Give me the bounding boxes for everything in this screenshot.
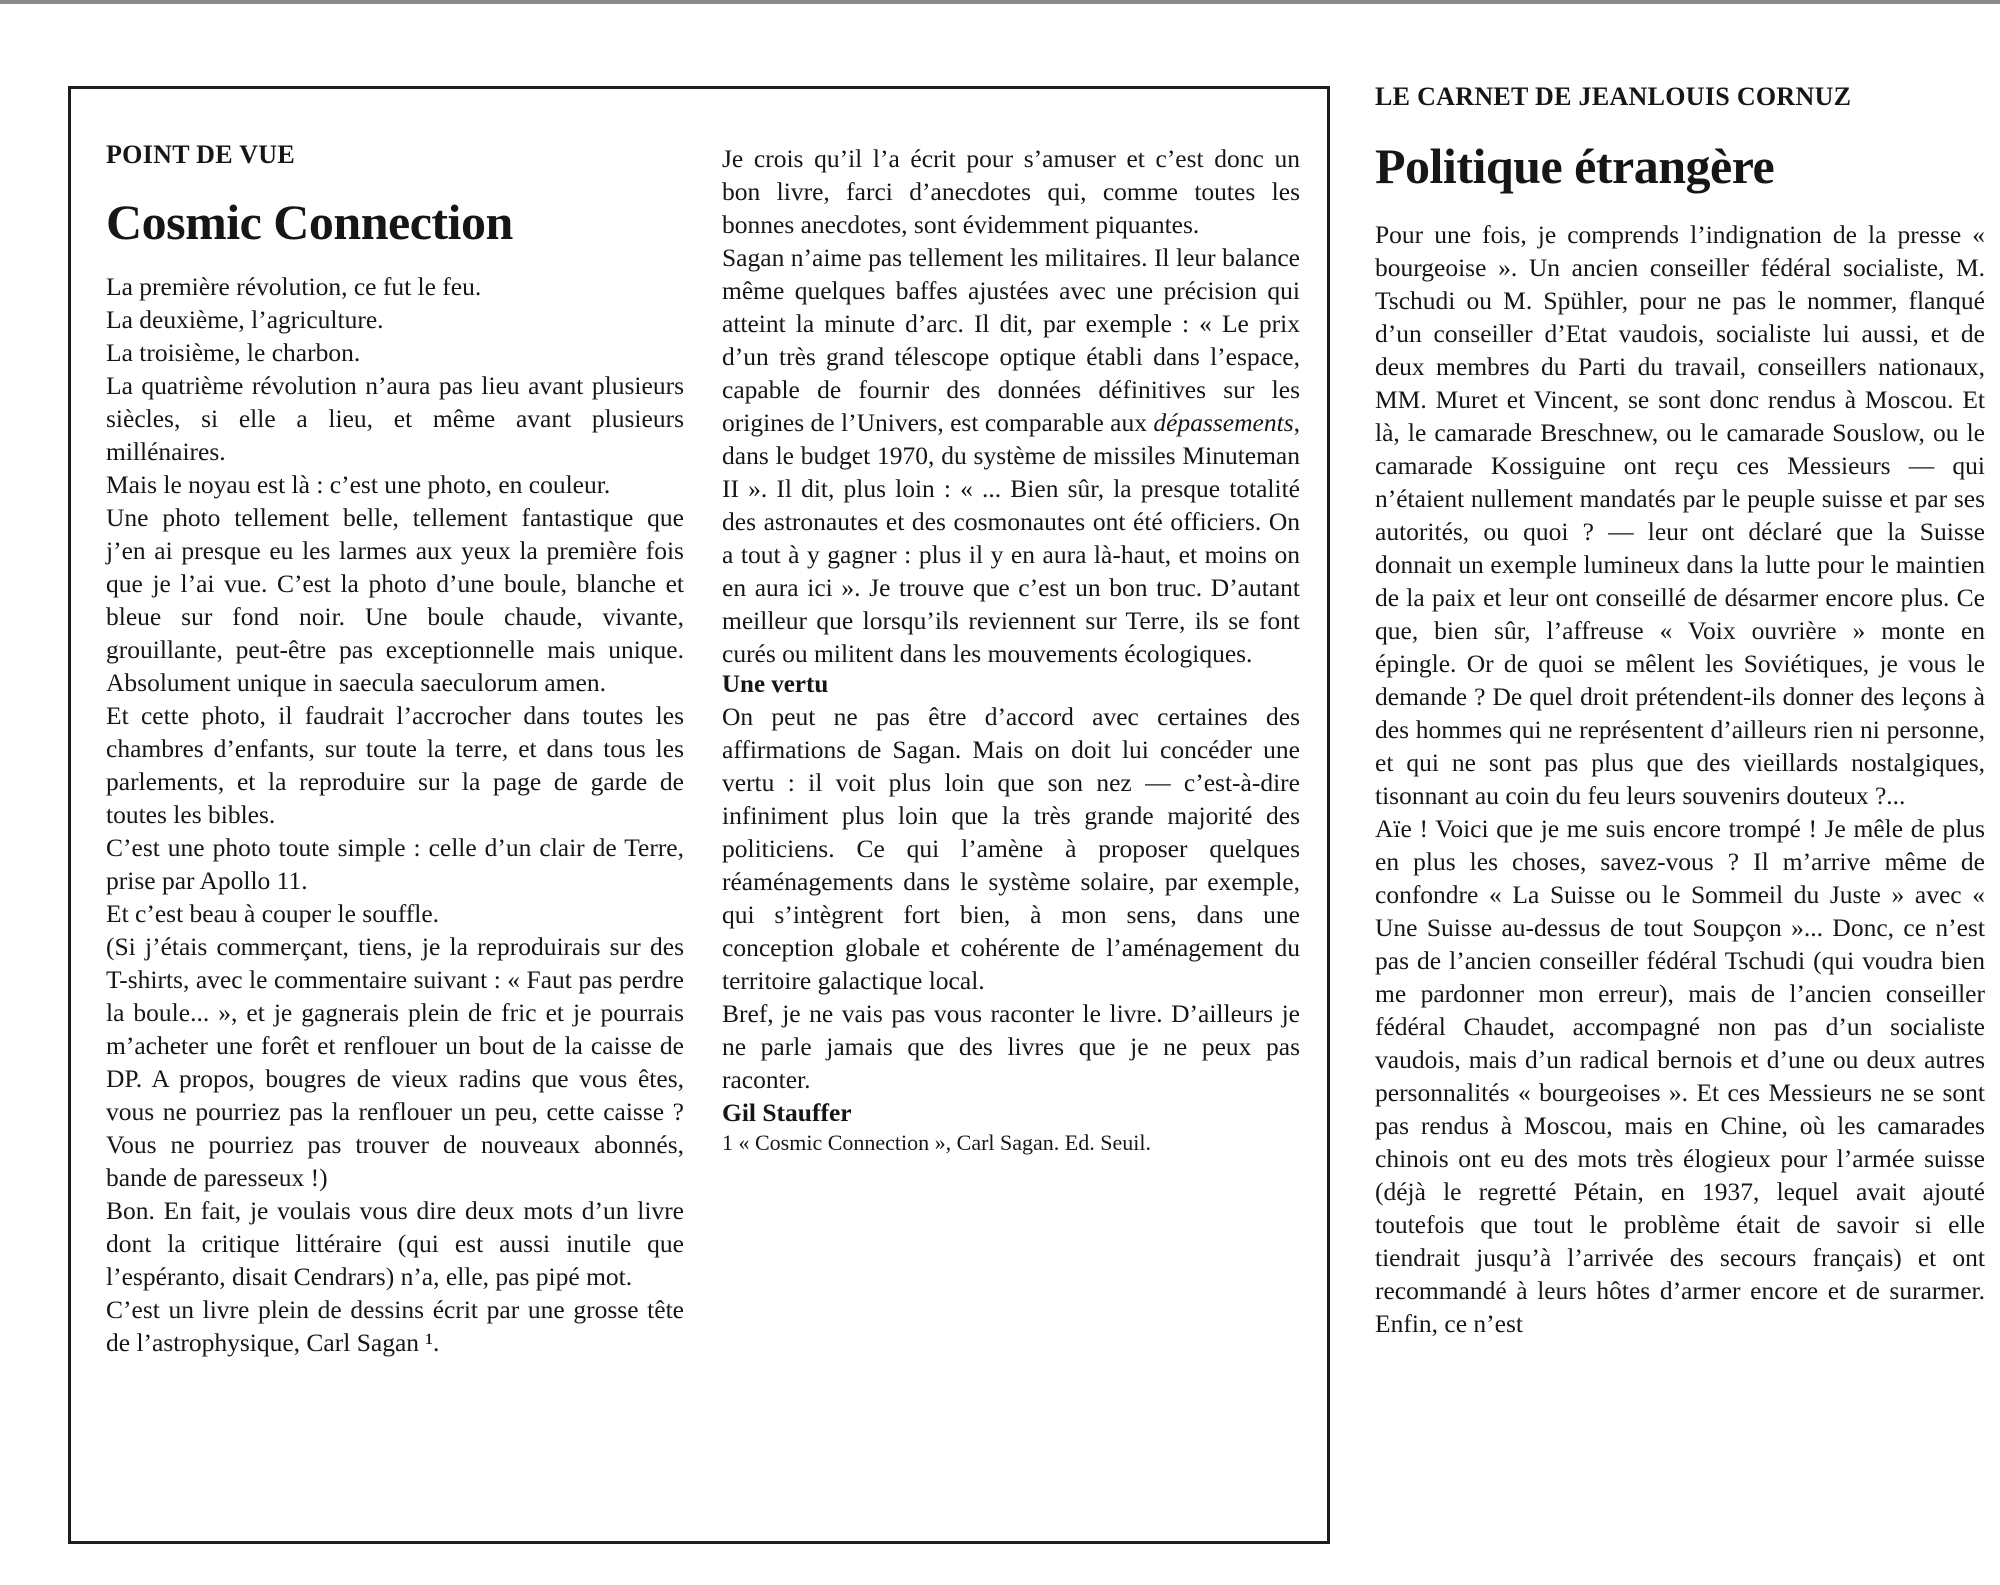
paragraph: La troisième, le charbon. xyxy=(106,338,361,367)
left-article-column-1 xyxy=(106,140,684,1359)
article-body xyxy=(106,270,684,1359)
paragraph: La deuxième, l’agriculture. xyxy=(106,305,384,334)
top-rule xyxy=(0,0,2000,4)
paragraph: On peut ne pas être d’accord avec certaines des affirmations de Sagan. Mais on doit lui concéder une vertu : il voit plus loin que son nez — c’est-à-dire infiniment plus loin que la très grande majorité des politiciens. Ce qui l’amène à proposer quelques réaménagements dans le système solaire, par exemple, qui s’intègrent fort bien, à mon sens, dans une conception globale et cohérente de l’aménagement du territoire galactique local. xyxy=(722,702,1300,995)
paragraph: Je crois qu’il l’a écrit pour s’amuser et c’est donc un bon livre, farci d’anecdotes qui, comme toutes les bonnes anecdotes, sont évidemment piquantes. xyxy=(722,144,1300,239)
paragraph: Bon. En fait, je voulais vous dire deux mots d’un livre dont la critique littéraire (qui est aussi inutile que l’espéranto, disait Cendrars) n’a, elle, pas pipé mot. xyxy=(106,1196,684,1291)
right-article-column xyxy=(1375,82,1985,1340)
paragraph: Et cette photo, il faudrait l’accrocher dans toutes les chambres d’enfants, sur toute la terre, et dans tous les parlements, et la reproduire sur la page de garde de toutes les bibles. xyxy=(106,701,684,829)
paragraph: Bref, je ne vais pas vous raconter le livre. D’ailleurs je ne parle jamais que des livres que je ne peux pas raconter. xyxy=(722,999,1300,1094)
paragraph: Pour une fois, je comprends l’indignation de la presse « bourgeoise ». Un ancien conseiller fédéral socialiste, M. Tschudi ou M. Spühler, pour ne pas le nommer, flanqué d’un conseiller d’Etat vaudois, socialiste lui aussi, et de deux membres du Parti du travail, conseillers nationaux, MM. Muret et Vincent, se sont donc rendus à Moscou. Et là, le camarade Breschnew, ou le camarade Souslow, ou le camarade Kossiguine ont reçu ces Messieurs — qui n’étaient nullement mandatés par le peuple suisse et par ses autorités, ou quoi ? — leur ont déclaré que la Suisse donnait un exemple lumineux dans la lutte pour le maintien de la paix et leur ont conseillé de désarmer encore plus. Ce que, bien sûr, l’affreuse « Voix ouvrière » monte en épingle. Or de quoi se mêlent les Soviétiques, je vous le demande ? De quel droit prétendent-ils donner des leçons à des hommes qui ne représentent d’ailleurs rien ni personne, et qui ne sont pas plus que des vieillards nostalgiques, tisonnant au coin du feu leurs souvenirs douteux ?... xyxy=(1375,220,1985,810)
left-article-column-2 xyxy=(722,142,1300,1157)
article-title: Politique étrangère xyxy=(1375,138,1775,194)
paragraph: C’est une photo toute simple : celle d’un clair de Terre, prise par Apollo 11. xyxy=(106,833,684,895)
text-run: , dans le budget 1970, du système de missiles Minuteman II ». Il dit, plus loin : « ... Bien sûr, la presque totalité des astronautes et des cosmonautes ont été officiers. On a tout à y gagner : plus il y en aura là-haut, et moins on en aura ici ». Je trouve que c’est un bon truc. D’autant meilleur que lorsqu’ils reviennent sur Terre, ils se font curés ou militent dans les mouvements écologiques. xyxy=(722,408,1300,668)
section-kicker: LE CARNET DE JEANLOUIS CORNUZ xyxy=(1375,82,1852,111)
paragraph: La première révolution, ce fut le feu. xyxy=(106,272,482,301)
paragraph xyxy=(722,241,1300,670)
footnote: 1 « Cosmic Connection », Carl Sagan. Ed. Seuil. xyxy=(722,1130,1151,1155)
paragraph: La quatrième révolution n’aura pas lieu avant plusieurs siècles, si elle a lieu, et même avant plusieurs millénaires. xyxy=(106,371,684,466)
paragraph: Une photo tellement belle, tellement fantastique que j’en ai presque eu les larmes aux yeux la première fois que je l’ai vue. C’est la photo d’une boule, blanche et bleue sur fond noir. Une boule chaude, vivante, grouillante, peut-être pas exceptionnelle mais unique. Absolument unique in saecula saeculorum amen. xyxy=(106,503,684,697)
paragraph: Mais le noyau est là : c’est une photo, en couleur. xyxy=(106,470,611,499)
paragraph: C’est un livre plein de dessins écrit par une grosse tête de l’astrophysique, Carl Sagan ¹. xyxy=(106,1295,684,1357)
article-title: Cosmic Connection xyxy=(106,194,513,250)
paragraph: (Si j’étais commerçant, tiens, je la reproduirais sur des T-shirts, avec le commentaire suivant : « Faut pas perdre la boule... », et je gagnerais plein de fric et je pourrais m’acheter une forêt et renflouer un bout de la caisse de DP. A propos, bougres de vieux radins que vous êtes, vous ne pourriez pas la renflouer un peu, cette caisse ? Vous ne pourriez pas trouver de nouveaux abonnés, bande de paresseux !) xyxy=(106,932,684,1192)
text-run: Sagan n’aime pas tellement les militaires. Il leur balance même quelques baffes ajustées avec une précision qui atteint la minute d’arc. Il dit, par exemple : « Le prix d’un très grand télescope optique établi dans l’espace, capable de fournir des données définitives sur les origines de l’Univers, est comparable aux xyxy=(722,243,1300,437)
subheading: Une vertu xyxy=(722,671,829,698)
author-signature: Gil Stauffer xyxy=(722,1098,852,1127)
paragraph: Et c’est beau à couper le souffle. xyxy=(106,899,440,928)
paragraph: Aïe ! Voici que je me suis encore trompé ! Je mêle de plus en plus les choses, savez-vous ? Il m’arrive même de confondre « La Suisse ou le Sommeil du Juste » avec « Une Suisse au-dessus de tout Soupçon »... Donc, ce n’est pas de l’ancien conseiller fédéral Tschudi (qui voudra bien me pardonner mon erreur), mais de l’ancien conseiller fédéral Chaudet, accompagné non pas d’un socialiste vaudois, mais d’un radical bernois et d’une ou deux autres personnalités « bourgeoises ». Et ces Messieurs ne se sont pas rendus à Moscou, mais en Chine, où les camarades chinois ont eu des mots très élogieux pour l’armée suisse (déjà le regretté Pétain, en 1937, lequel avait ajouté toutefois que tout le problème était de savoir si elle tiendrait jusqu’à l’arrivée des secours français) et ont recommandé à leurs hôtes d’armer encore et de surarmer. Enfin, ce n’est xyxy=(1375,814,1985,1338)
section-kicker: POINT DE VUE xyxy=(106,140,296,169)
italic-text: dépassements xyxy=(1153,408,1294,437)
